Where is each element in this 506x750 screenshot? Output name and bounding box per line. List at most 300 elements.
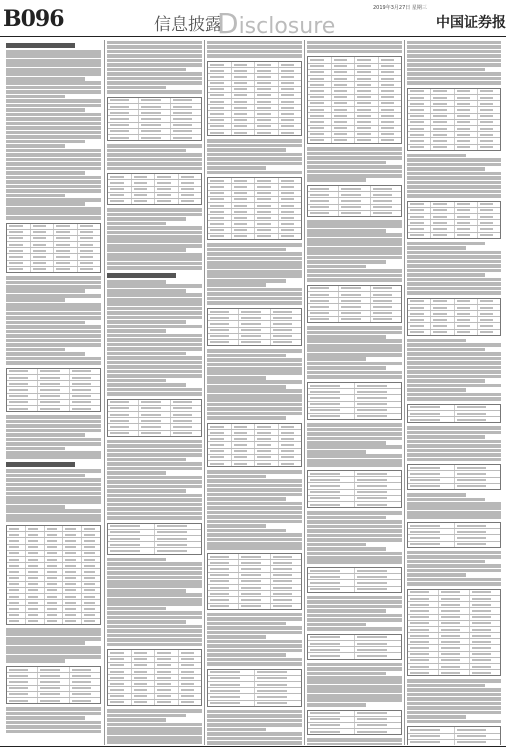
text-line [107,388,202,392]
table-cell [108,548,155,553]
text-line [207,270,302,274]
table-cell [470,658,500,663]
table-cell [355,119,379,124]
table-cell [132,669,156,674]
table-cell [455,523,501,528]
table-cell [38,667,69,672]
table-cell [355,568,401,573]
text-line [307,623,366,627]
text-line [6,126,101,130]
table-cell [26,545,45,550]
table-cell [208,670,255,675]
table-cell [7,673,38,678]
text-line [407,375,501,379]
table-cell [255,118,279,123]
table-cell [355,647,401,652]
table-cell [431,120,454,125]
text-line [107,512,202,516]
table-cell [478,214,500,219]
table-cell [155,199,179,204]
text-line [6,81,101,85]
table-cell [379,70,402,75]
table-cell [431,311,454,316]
text-line [107,584,202,588]
text-line [107,50,202,54]
table-cell [279,424,302,429]
table-cell [208,203,232,208]
table-cell [408,214,431,219]
text-line [207,631,302,635]
text-line [407,511,501,515]
table-cell [208,579,239,584]
data-table [107,523,202,555]
text-line [207,649,302,653]
table-cell [355,490,401,495]
text-line [6,509,101,513]
table-cell [45,619,64,624]
table-cell [208,74,232,79]
text-line [107,284,202,288]
text-line [107,444,202,448]
table-cell [179,180,202,185]
table-cell [271,585,301,590]
text-line [207,363,302,367]
table-row [408,740,500,745]
text-line [107,316,202,320]
table-cell [7,569,26,574]
table-cell [355,471,401,476]
table-cell [232,87,256,92]
text-line [407,54,501,58]
data-table [407,88,501,151]
text-line [407,185,501,189]
table-cell [82,594,100,599]
text-line [107,334,202,338]
table-cell [7,526,26,531]
text-line [107,736,202,740]
table-cell [179,681,202,686]
text-line [407,697,501,701]
text-line [6,424,101,428]
table-cell [239,340,270,345]
text-line [6,438,101,442]
table-cell [279,87,302,92]
table-cell [208,566,239,571]
text-line [107,449,202,453]
text-line [407,711,501,715]
table-cell [208,62,232,67]
table-cell [455,740,501,745]
table-cell [108,412,139,417]
table-cell [371,186,401,191]
table-cell [38,406,69,411]
table-cell [470,652,500,657]
table-cell [155,524,201,529]
text-line [107,248,186,252]
text-line [107,507,202,511]
text-line [407,361,501,365]
text-line [107,361,202,365]
text-line [6,216,101,220]
text-line [6,90,101,94]
text-line [407,506,501,510]
table-cell [108,687,132,692]
table-cell [308,198,339,203]
table-row [408,670,500,675]
table-cell [45,563,64,568]
table-cell [308,653,355,658]
table-cell [208,87,232,92]
table-cell [455,542,501,547]
text-line [307,445,402,449]
table-cell [208,68,232,73]
table-cell [470,590,500,595]
table-cell [45,588,64,593]
table-cell [171,110,201,115]
data-table [407,464,501,490]
table-cell [179,199,202,204]
text-line [207,288,302,292]
text-line [307,45,402,49]
table-cell [455,323,478,328]
table-cell [332,64,356,69]
table-cell [332,95,356,100]
table-cell [179,663,202,668]
text-line [207,297,302,301]
table-row [308,502,401,507]
text-line [107,374,202,378]
table-cell [308,138,332,143]
text-line [6,357,101,361]
text-line [207,139,302,143]
table-row [308,653,401,658]
text-line [107,222,166,226]
table-cell [408,202,431,207]
table-cell [408,465,455,470]
table-cell [239,554,270,559]
table-cell [332,138,356,143]
table-cell [332,101,356,106]
table-cell [63,563,82,568]
text-line [307,685,402,689]
table-cell [232,81,256,86]
table-cell [408,233,431,238]
text-line [307,357,366,361]
text-line [107,54,202,58]
table-cell [171,104,201,109]
table-cell [132,700,156,705]
data-table [307,56,402,144]
table-cell [279,228,302,233]
table-cell [208,184,232,189]
text-line [307,152,402,156]
text-line [207,171,302,175]
table-cell [155,193,179,198]
table-cell [26,563,45,568]
text-line [307,423,402,427]
table-cell [308,101,332,106]
table-cell [7,551,26,556]
text-line [107,45,202,49]
text-line [307,165,402,169]
text-line [307,525,402,529]
table-cell [70,679,100,684]
section-heading-line [107,273,176,278]
table-cell [78,230,101,235]
table-cell [408,126,431,131]
data-table [107,399,202,437]
table-cell [26,551,45,556]
text-line [107,153,202,157]
table-cell [408,639,439,644]
table-cell [431,323,454,328]
text-line [107,638,202,642]
table-cell [70,369,100,374]
table-cell [7,267,31,272]
text-line [6,189,101,193]
text-line [107,86,166,90]
table-cell [171,406,201,411]
text-line [307,339,402,343]
table-cell [139,110,170,115]
text-line [207,653,286,657]
table-cell [7,582,26,587]
table-cell [478,114,500,119]
table-cell [255,203,279,208]
table-cell [355,76,379,81]
table-cell [439,615,470,620]
table-cell [271,321,301,326]
table-cell [255,461,279,466]
table-cell [408,323,431,328]
table-cell [108,431,139,436]
text-line [307,220,402,224]
text-line [107,302,202,306]
table-cell [7,613,26,618]
table-cell [271,579,301,584]
text-line [207,470,302,474]
text-line [6,140,85,144]
table-cell [332,88,356,93]
table-cell [439,670,470,675]
table-cell [408,132,431,137]
table-cell [45,526,64,531]
table-cell [439,664,470,669]
data-table [107,649,202,706]
text-line [407,68,485,72]
text-line [6,505,65,509]
text-line [307,238,402,242]
text-line [407,154,466,158]
text-line [207,54,302,58]
text-line [307,265,366,269]
table-cell [108,542,155,547]
table-cell [7,679,38,684]
table-cell [431,214,454,219]
table-cell [70,387,100,392]
table-cell [63,606,82,611]
table-cell [132,681,156,686]
text-line [207,723,302,727]
text-line [207,376,266,380]
text-line [207,416,286,420]
text-line [6,707,101,711]
text-line [6,650,101,654]
table-cell [478,145,500,150]
table-cell [379,101,402,106]
table-cell [308,389,355,394]
table-cell [379,76,402,81]
table-cell [455,89,478,94]
table-cell [132,187,156,192]
text-line [407,444,501,448]
table-cell [355,717,401,722]
text-line [307,260,386,264]
table-cell [82,538,100,543]
text-line [107,41,202,45]
table-cell [308,395,355,400]
table-cell [355,402,401,407]
table-cell [308,132,332,137]
table-cell [7,538,26,543]
table-cell [478,202,500,207]
table-cell [308,95,332,100]
table-cell [308,580,355,585]
text-line [407,370,501,374]
table-cell [279,93,302,98]
table-cell [155,536,201,541]
text-line [307,371,402,375]
table-cell [7,698,38,703]
table-cell [308,647,355,652]
table-cell [108,135,139,140]
table-cell [132,694,156,699]
table-cell [279,221,302,226]
table-cell [26,594,45,599]
dateline: 2019年3月27日 星期三 [373,5,427,11]
table-cell [155,542,201,547]
table-cell [132,675,156,680]
table-cell [271,554,301,559]
text-line [307,538,402,542]
table-cell [132,180,156,185]
table-cell [38,686,69,691]
text-line [6,211,101,215]
text-line [307,441,386,445]
data-table [307,710,402,736]
text-line [407,291,501,295]
table-cell [308,408,355,413]
text-line [207,741,302,745]
table-cell [155,694,179,699]
table-cell [54,261,78,266]
table-cell [171,412,201,417]
table-cell [355,383,401,388]
text-line [107,629,202,633]
table-cell [255,682,301,687]
table-cell [339,304,370,309]
table-cell [139,424,170,429]
table-cell [255,184,279,189]
text-line [6,104,101,108]
text-line [207,658,302,662]
text-line [107,158,202,162]
text-line [407,273,485,277]
table-cell [208,334,239,339]
text-line [207,613,302,617]
text-line [307,224,402,228]
table-cell [108,669,132,674]
table-cell [455,535,501,540]
text-line [307,605,402,609]
text-line [407,339,466,343]
table-cell [208,688,255,693]
table-cell [26,538,45,543]
text-line [6,185,101,189]
text-line [207,644,302,648]
text-line [6,451,101,455]
text-line [407,555,501,559]
table-cell [208,676,255,681]
table-cell [255,430,279,435]
text-line [307,676,402,680]
text-line [307,247,402,251]
table-cell [171,431,201,436]
table-row [108,135,201,140]
text-line [407,426,501,430]
text-line [107,226,202,230]
text-line [207,502,302,506]
data-table [107,97,202,141]
table-cell [408,330,431,335]
table-cell [155,548,201,553]
table-cell [470,639,500,644]
text-line [207,484,302,488]
table-cell [208,228,232,233]
text-line [307,463,402,467]
table-cell [232,436,256,441]
table-row [108,199,201,204]
table-cell [82,588,100,593]
table-cell [279,436,302,441]
text-line [407,181,501,185]
table-cell [408,305,431,310]
text-line [207,710,302,714]
table-cell [255,130,279,135]
table-cell [279,461,302,466]
table-cell [108,406,139,411]
table-cell [470,645,500,650]
table-cell [308,496,355,501]
column-2 [104,40,204,745]
text-line [207,354,286,358]
table-cell [70,673,100,678]
table-cell [239,328,270,333]
table-cell [54,242,78,247]
table-cell [478,220,500,225]
text-line [307,269,402,273]
table-cell [279,215,302,220]
text-line [207,371,302,375]
table-cell [408,602,439,607]
text-line [307,743,402,745]
table-cell [308,729,355,734]
table-cell [208,111,232,116]
table-cell [271,604,301,609]
table-cell [439,639,470,644]
table-cell [332,126,356,131]
text-line [107,392,202,396]
